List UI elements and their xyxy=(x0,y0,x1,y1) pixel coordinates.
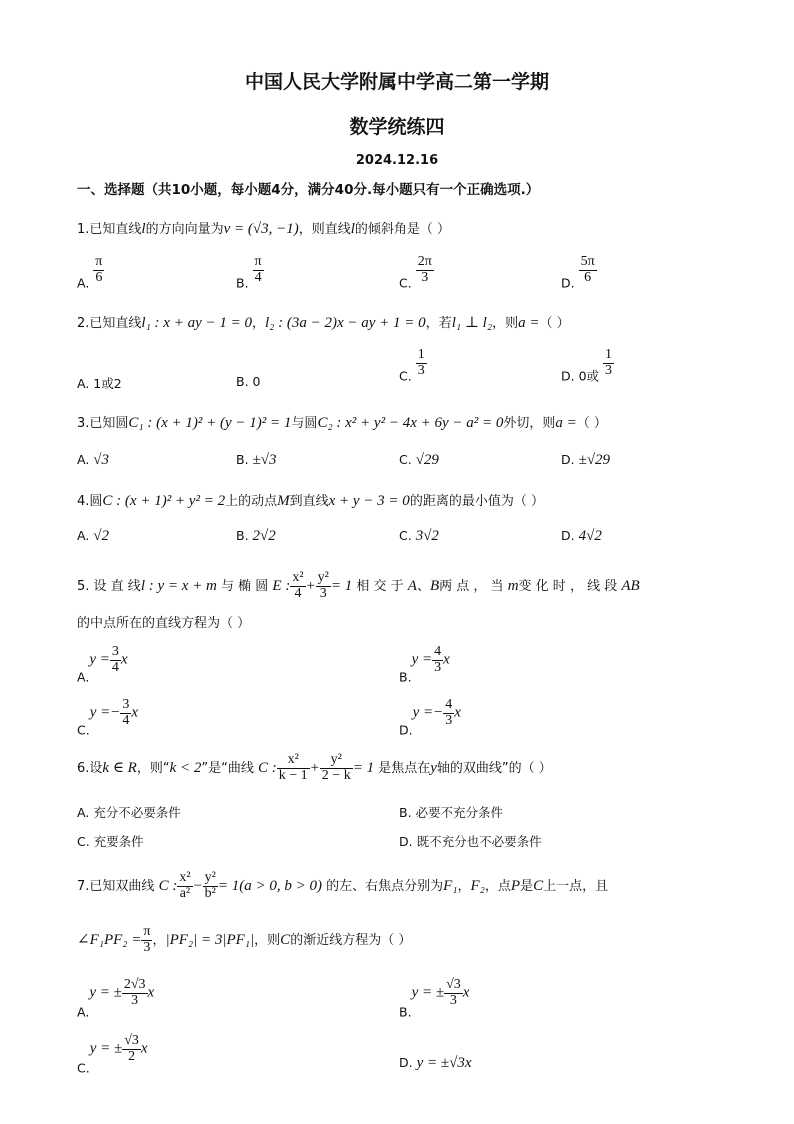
q5-ellipse-name: E : xyxy=(272,578,291,594)
q1-vector: v = (√3, −1) xyxy=(223,221,299,237)
denominator: 3 xyxy=(605,362,613,378)
q3-option-b[interactable] xyxy=(236,452,277,469)
q5-text-5: 两 点 ， 当 xyxy=(439,579,504,594)
option-sign: − xyxy=(433,704,444,721)
option-fraction xyxy=(122,978,148,1008)
q1-option-b[interactable] xyxy=(236,255,264,291)
q5-equals: = 1 xyxy=(330,578,353,594)
q1-option-a[interactable] xyxy=(77,255,104,291)
numerator: y² xyxy=(320,753,353,769)
numerator: 3 xyxy=(111,644,119,659)
q7-text-3: ， xyxy=(457,879,471,894)
q4-text-3: 到直线 xyxy=(289,494,329,509)
q7-focus-f2: F₂ xyxy=(470,878,485,894)
option-lhs: y = xyxy=(89,651,110,668)
option-label: C. xyxy=(399,368,412,384)
option-var: x xyxy=(120,651,128,668)
numerator: √3 xyxy=(446,977,461,992)
option-fraction xyxy=(432,645,443,675)
q6-option-c[interactable]: C. 充要条件 xyxy=(77,834,144,849)
option-var: x xyxy=(443,651,450,668)
q7-curve-name: C : xyxy=(158,878,178,894)
option-label: D. 0或 xyxy=(561,368,600,384)
q5-text-3: 相 交 于 xyxy=(356,579,404,594)
q5-option-d[interactable] xyxy=(399,698,461,738)
q1-text-2: 的方向向量为 xyxy=(145,222,224,237)
denominator: 4 xyxy=(254,269,262,285)
q3-text-4: （ ） xyxy=(576,416,607,431)
option-label: A. xyxy=(77,275,90,291)
q7-text-7: ，则 xyxy=(254,933,281,948)
option-var: x xyxy=(131,704,139,721)
q7-angle: ∠F₁PF₂ = xyxy=(77,932,142,948)
q4-text-2: 上的动点 xyxy=(225,494,278,509)
q4-option-a[interactable] xyxy=(77,528,109,545)
q3-text-3: 外切，则 xyxy=(503,416,556,431)
numerator: √3 xyxy=(124,1033,139,1048)
q5-line: l : y = x + m xyxy=(140,578,217,594)
q2-text-4: （ ） xyxy=(539,316,570,331)
q7-text-2: 的左、右焦点分别为 xyxy=(326,879,444,894)
q7-text-4: ，点 xyxy=(484,879,511,894)
q6-text-5: 轴的双曲线”的（ ） xyxy=(436,761,552,776)
option-fraction xyxy=(122,1034,141,1064)
option-lhs: y = xyxy=(411,651,433,668)
q7-pf-relation: |PF₂| = 3|PF₁| xyxy=(165,932,255,948)
option-label: C. xyxy=(399,275,412,291)
q6-option-b[interactable]: B. 必要不充分条件 xyxy=(399,805,504,820)
q1-text-3: ，则直线 xyxy=(298,222,351,237)
q1-text-4: 的倾斜角是（ ） xyxy=(354,222,451,237)
option-label: B. xyxy=(236,528,249,543)
q7-text-1: 已知双曲线 xyxy=(89,879,155,894)
q3-option-a[interactable] xyxy=(77,452,109,469)
q4-circle: C : (x + 1)² + y² = 2 xyxy=(102,493,226,509)
q7-number: 7. xyxy=(77,879,90,894)
denominator: 6 xyxy=(584,269,592,285)
q5-text-line2: 的中点所在的直线方程为（ ） xyxy=(77,616,251,631)
q6-k-lt-2: k < 2 xyxy=(169,760,202,776)
option-fraction xyxy=(579,255,597,285)
q1-line-l-2: l xyxy=(350,221,355,237)
q3-circle-c1: C₁ : (x + 1)² + (y − 1)² = 1 xyxy=(128,415,292,431)
option-lhs: y = ± xyxy=(89,1040,123,1057)
q7-text-6: 上一点，且 xyxy=(543,879,609,894)
option-fraction xyxy=(416,255,434,285)
denominator: a² xyxy=(179,886,191,901)
option-var: x xyxy=(147,984,155,1001)
q2-option-b[interactable]: B. 0 xyxy=(236,374,261,389)
option-value: √3 xyxy=(93,452,110,468)
denominator: 3 xyxy=(319,586,327,601)
numerator: 5π xyxy=(580,254,595,269)
q2-text-1: 已知直线 xyxy=(89,316,142,331)
q3-circle-c2: C₂ : x² + y² − 4x + 6y − a² = 0 xyxy=(317,415,504,431)
option-label: B. xyxy=(399,1004,412,1020)
option-label: B. xyxy=(399,669,412,685)
option-label: A. xyxy=(77,452,90,467)
numerator: x² xyxy=(179,870,191,886)
q3-text-1: 已知圆 xyxy=(89,416,129,431)
option-label: D. xyxy=(561,528,575,543)
q5-point-a: A xyxy=(407,578,417,594)
denominator: 3 xyxy=(143,940,151,955)
q6-number: 6. xyxy=(77,761,90,776)
denominator: 2 xyxy=(128,1048,136,1064)
question-6 xyxy=(77,750,552,787)
numerator: π xyxy=(95,254,103,269)
denominator: 3 xyxy=(417,362,425,378)
option-label: B. xyxy=(236,275,249,291)
option-fraction xyxy=(444,978,463,1008)
q6-y-axis: y xyxy=(430,760,437,776)
q6-fraction-y xyxy=(320,753,353,783)
q1-number: 1. xyxy=(77,222,90,237)
q7-option-d[interactable] xyxy=(399,1055,472,1072)
option-label: C. xyxy=(77,1060,90,1076)
denominator: k − 1 xyxy=(278,768,308,783)
denominator: 4 xyxy=(294,586,302,601)
q2-option-d[interactable] xyxy=(561,348,614,385)
option-sign: − xyxy=(110,704,121,721)
q7-curve-c: C xyxy=(533,878,544,894)
q5-text-1: 设 直 线 xyxy=(93,579,141,594)
option-lhs: y = ± xyxy=(89,984,122,1001)
option-label: A. xyxy=(77,528,90,543)
option-fraction xyxy=(93,255,104,285)
question-2 xyxy=(77,312,570,332)
q3-option-c[interactable] xyxy=(399,452,439,469)
q4-text-1: 圆 xyxy=(89,494,103,509)
q5-point-b: B xyxy=(429,578,440,594)
option-label: B. xyxy=(236,452,249,467)
option-value: √29 xyxy=(415,452,439,468)
q7-text-5: 是 xyxy=(520,879,534,894)
q6-fraction-x xyxy=(277,753,310,783)
option-label: D. xyxy=(561,452,575,467)
q2-text-3: ，则 xyxy=(492,316,519,331)
numerator: x² xyxy=(277,753,310,769)
option-label: C. xyxy=(399,452,412,467)
q7-point-p: P xyxy=(510,878,521,894)
page-subtitle: 数学统练四 xyxy=(349,116,445,138)
question-1 xyxy=(77,218,450,238)
numerator: 3 xyxy=(122,697,130,712)
numerator: π xyxy=(143,924,151,940)
q4-option-c[interactable] xyxy=(399,528,439,545)
q2-line-l2: l₂ : (3a − 2)x − ay + 1 = 0 xyxy=(265,315,426,331)
q4-line: x + y − 3 = 0 xyxy=(328,493,410,509)
q3-a: a = xyxy=(555,415,577,431)
option-value: ±√29 xyxy=(578,452,611,468)
q5-fraction-y xyxy=(316,571,331,601)
option-fraction xyxy=(110,645,121,675)
option-fraction xyxy=(603,348,614,378)
q1-text-1: 已知直线 xyxy=(89,222,142,237)
q6-option-a[interactable]: A. 充分不必要条件 xyxy=(77,805,181,820)
q2-number: 2. xyxy=(77,316,90,331)
numerator: 4 xyxy=(434,644,442,659)
q1-line-l: l xyxy=(141,221,146,237)
numerator: 1 xyxy=(417,347,425,362)
page-title: 中国人民大学附属中学高二第一学期 xyxy=(244,71,549,93)
q2-option-a[interactable]: A. 1或2 xyxy=(77,376,122,391)
option-fraction xyxy=(416,348,427,378)
numerator: x² xyxy=(292,570,304,586)
q7-text-8: 的渐近线方程为（ ） xyxy=(290,933,412,948)
denominator: 4 xyxy=(111,659,119,675)
q2-comma: ， xyxy=(251,316,265,331)
option-label: C. xyxy=(77,722,90,738)
q6-curve-name: C : xyxy=(258,760,277,776)
numerator: 1 xyxy=(605,347,613,362)
q2-perp: l₁ ⊥ l₂ xyxy=(451,315,493,331)
q5-fraction-x xyxy=(290,571,305,601)
option-value: 2√2 xyxy=(252,528,276,544)
q7-fraction-y xyxy=(203,871,218,901)
numerator: 2π xyxy=(417,254,432,269)
q6-text-3: ”是“曲线 xyxy=(201,761,254,776)
option-label: C. xyxy=(399,528,412,543)
option-value: 3√2 xyxy=(415,528,439,544)
q5-segment-ab: AB xyxy=(621,578,640,594)
question-5 xyxy=(77,568,640,605)
q7-minus: − xyxy=(192,878,203,894)
option-var: x xyxy=(454,704,461,721)
question-3 xyxy=(77,412,607,432)
q7-equation-rhs: = 1(a > 0, b > 0) xyxy=(217,878,322,894)
option-label: D. xyxy=(399,722,413,738)
q4-option-d[interactable] xyxy=(561,528,602,545)
q1-option-d[interactable] xyxy=(561,255,597,291)
section-heading: 一、选择题（共10小题，每小题4分，满分40分.每小题只有一个正确选项.） xyxy=(77,182,540,198)
q4-text-4: 的距离的最小值为（ ） xyxy=(409,494,544,509)
denominator: 3 xyxy=(445,712,453,728)
q6-text-1: 设 xyxy=(89,761,103,776)
question-7 xyxy=(77,866,608,907)
q3-number: 3. xyxy=(77,416,90,431)
q5-plus: + xyxy=(305,578,316,594)
numerator: y² xyxy=(204,870,216,886)
option-lhs: y = xyxy=(89,704,111,721)
option-lhs: y = ± xyxy=(411,984,445,1001)
q5-m: m xyxy=(507,578,519,594)
numerator: y² xyxy=(317,570,329,586)
q3-option-d[interactable] xyxy=(561,452,610,469)
q5-option-b[interactable] xyxy=(399,645,450,685)
q2-option-c[interactable] xyxy=(399,348,427,384)
question-4 xyxy=(77,490,544,510)
numerator: π xyxy=(254,254,262,269)
denominator: 3 xyxy=(421,269,429,285)
option-label: D. xyxy=(399,1055,413,1070)
denominator: 3 xyxy=(131,992,139,1008)
option-fraction xyxy=(120,698,131,728)
q6-plus: + xyxy=(309,760,320,776)
q6-text-2: ，则“ xyxy=(136,761,170,776)
option-value: ±√3 xyxy=(252,452,277,468)
q7-angle-fraction xyxy=(141,925,152,955)
option-value: √2 xyxy=(93,528,110,544)
option-var: x xyxy=(462,984,470,1001)
q4-number: 4. xyxy=(77,494,90,509)
option-value: y = ±√3x xyxy=(416,1055,472,1071)
option-value: 4√2 xyxy=(578,528,602,544)
q7-comma: ， xyxy=(152,933,166,948)
q5-option-c[interactable] xyxy=(77,698,138,738)
q7-option-a[interactable] xyxy=(77,978,154,1020)
denominator: 3 xyxy=(434,659,442,675)
q4-option-b[interactable] xyxy=(236,528,276,545)
denominator: 3 xyxy=(449,992,457,1008)
q5-text-4: 、 xyxy=(416,579,430,594)
option-label: A. xyxy=(77,1004,90,1020)
q2-a: a = xyxy=(518,315,540,331)
q6-text-4: 是焦点在 xyxy=(378,761,431,776)
option-label: A. xyxy=(77,669,90,685)
q5-text-6: 变 化 时 ， 线 段 xyxy=(518,579,618,594)
denominator: b² xyxy=(204,886,216,901)
numerator: 4 xyxy=(445,697,453,712)
option-lhs: y = xyxy=(412,704,434,721)
q5-number: 5. xyxy=(77,579,90,594)
numerator: 2√3 xyxy=(123,977,146,992)
q7-fraction-x xyxy=(177,871,192,901)
denominator: 6 xyxy=(95,269,103,285)
q6-equals: = 1 xyxy=(352,760,375,776)
q7-curve-c-2: C xyxy=(280,932,291,948)
q2-line-l1: l₁ : x + ay − 1 = 0 xyxy=(141,315,252,331)
option-fraction xyxy=(253,255,264,285)
option-fraction xyxy=(443,698,454,728)
q1-option-c[interactable] xyxy=(399,255,434,291)
denominator: 2 − k xyxy=(321,768,351,783)
option-label: D. xyxy=(561,275,575,291)
q2-text-2: ，若 xyxy=(425,316,452,331)
q7-focus-f1: F₁ xyxy=(443,878,458,894)
q5-text-2: 与 椭 圆 xyxy=(221,579,269,594)
option-var: x xyxy=(140,1040,148,1057)
q7-option-b[interactable] xyxy=(399,978,469,1020)
question-7-line2 xyxy=(77,920,411,961)
q6-option-d[interactable]: D. 既不充分也不必要条件 xyxy=(399,834,542,849)
q7-option-c[interactable] xyxy=(77,1034,148,1076)
q5-option-a[interactable] xyxy=(77,645,128,685)
q4-point-m: M xyxy=(277,493,290,509)
q6-k-in-r: k ∈ R xyxy=(102,760,137,776)
denominator: 4 xyxy=(122,712,130,728)
exam-date: 2024.12.16 xyxy=(355,153,439,168)
q3-text-2: 与圆 xyxy=(291,416,318,431)
